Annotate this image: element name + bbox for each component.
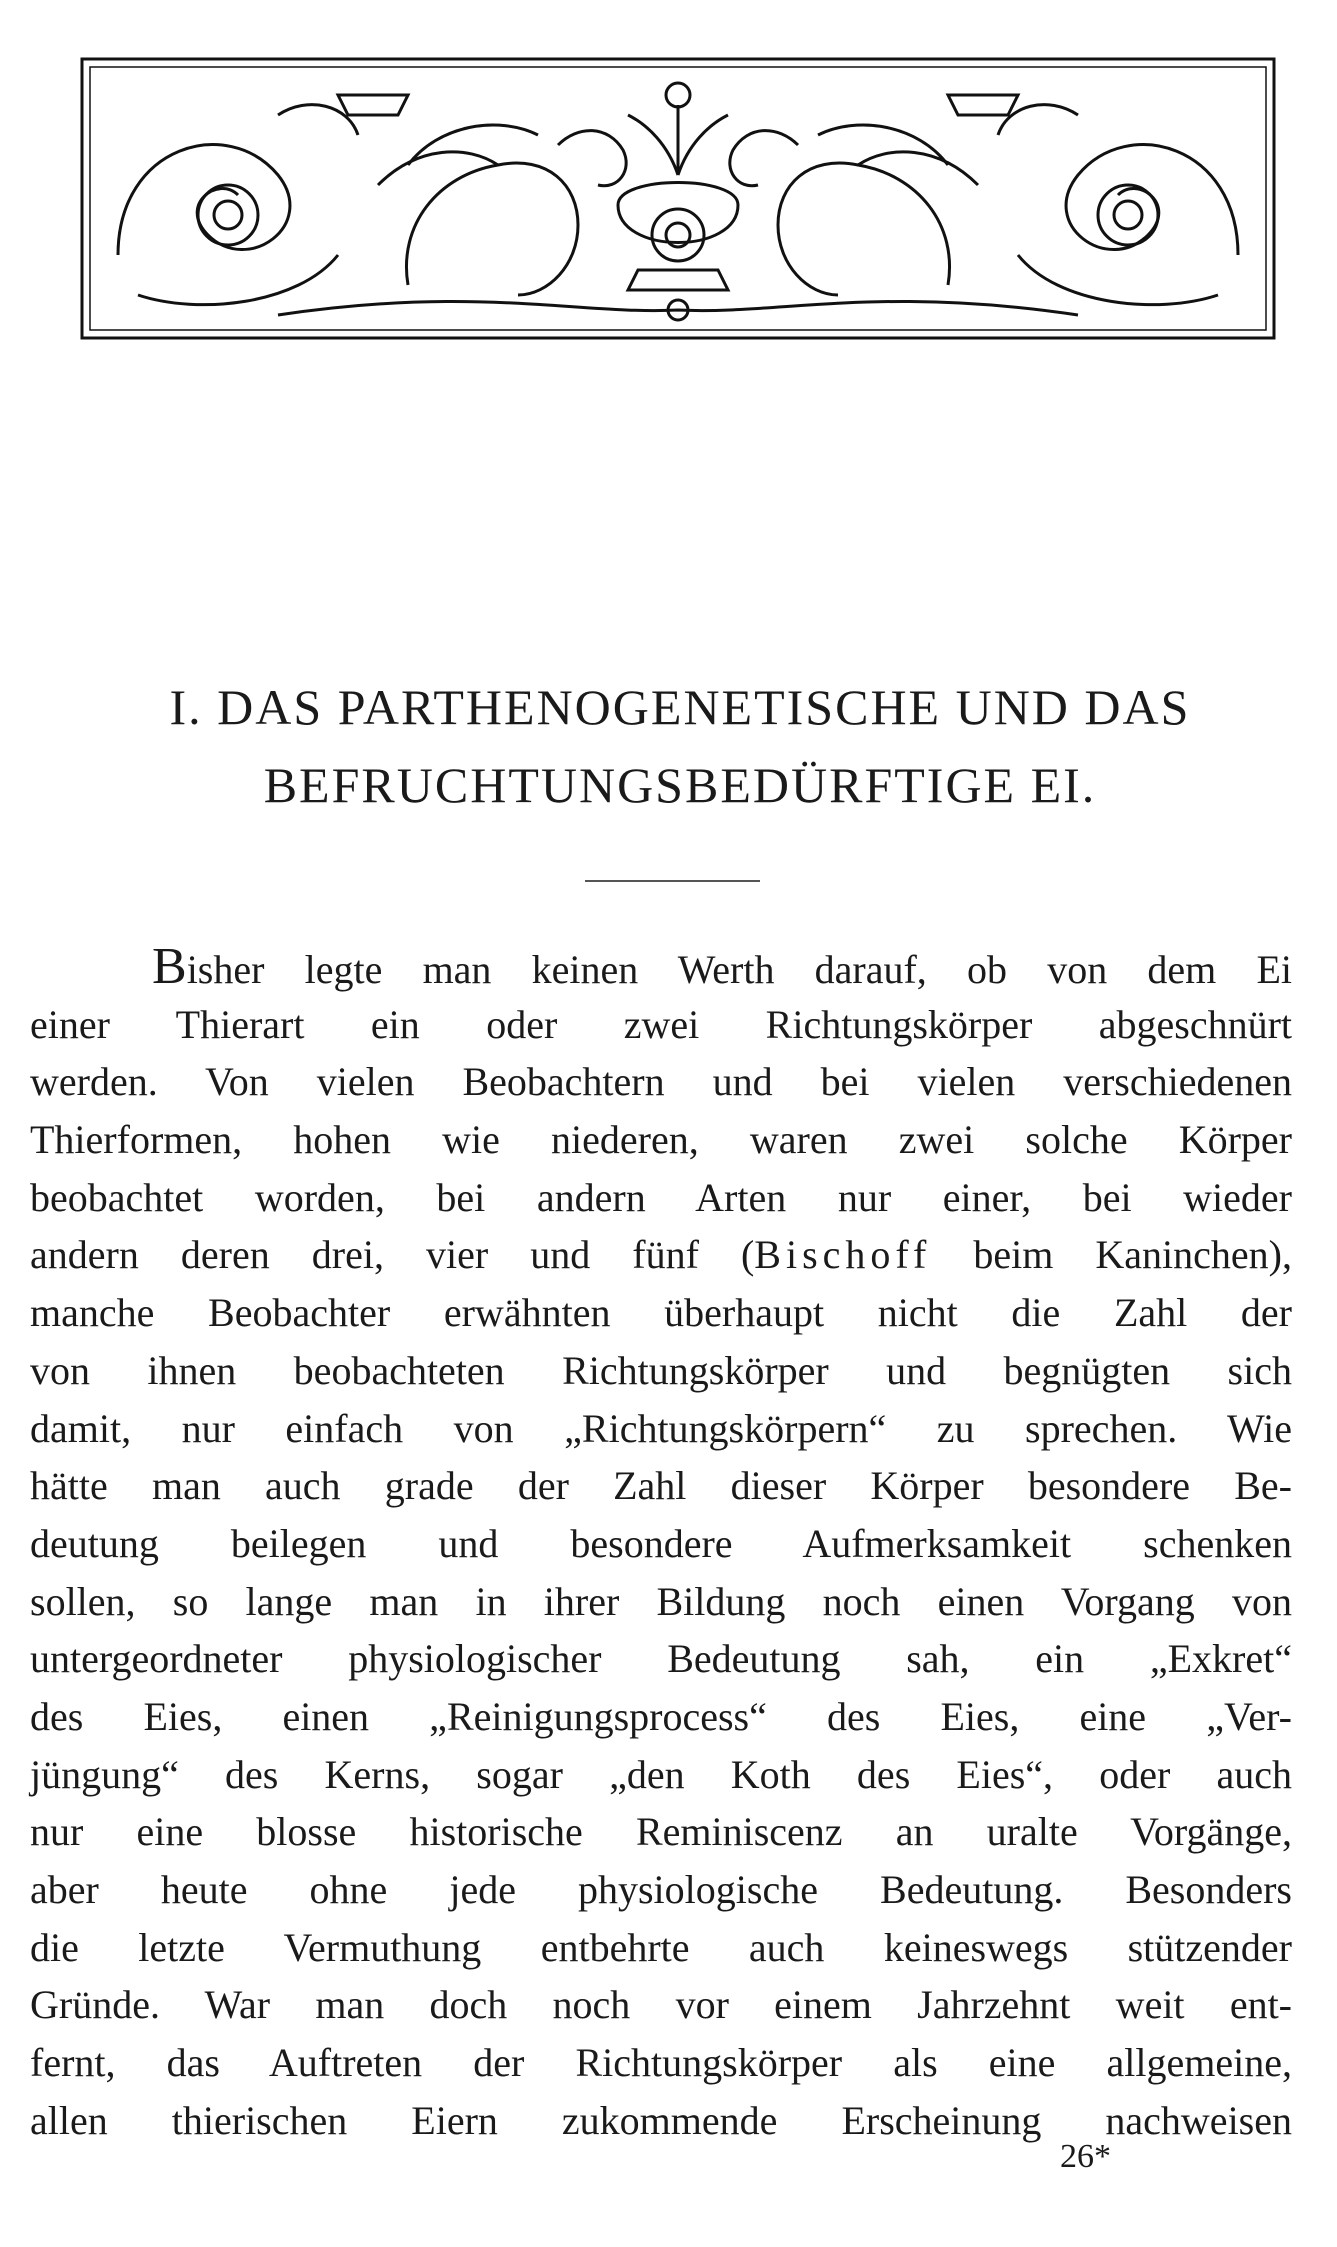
text-line: nur eine blosse historische Reminiscenz an uralte Vorgänge,	[30, 1809, 1292, 1855]
text-line-content: beim Kaninchen),	[931, 1232, 1292, 1278]
text-line: beobachtet worden, bei andern Arten nur einer, bei wieder	[30, 1174, 1292, 1220]
text-line: manche Beobachter erwähnten überhaupt nicht die Zahl der	[30, 1290, 1292, 1336]
text-line: die letzte Vermuthung entbehrte auch keineswegs stützender	[30, 1924, 1292, 1970]
text-line: sollen, so lange man in ihrer Bildung noch einen Vorgang von	[30, 1578, 1292, 1624]
text-line: Thierformen, hohen wie niederen, waren zwei solche Körper	[30, 1117, 1292, 1163]
body-text	[30, 938, 1292, 2149]
text-line	[30, 1226, 1292, 1284]
text-line	[30, 938, 1292, 996]
chapter-title-line-2: BEFRUCHTUNGSBEDÜRFTIGE EI.	[263, 757, 1097, 813]
text-line: werden. Von vielen Beobachtern und bei vielen verschiedenen	[30, 1059, 1292, 1105]
page-number: 26*	[1060, 2138, 1111, 2175]
text-line: des Eies, einen „Reinigungsprocess“ des Eies, eine „Ver-	[30, 1693, 1292, 1739]
text-line-content: andern deren drei, vier und fünf (	[30, 1232, 755, 1278]
text-line: von ihnen beobachteten Richtungskörper und begnügten sich	[30, 1347, 1292, 1393]
text-line-content: isher legte man keinen Werth darauf, ob von dem Ei	[186, 947, 1292, 992]
decorative-header-ornament	[78, 55, 1278, 342]
text-line: fernt, das Auftreten der Richtungskörper als eine allgemeine,	[30, 2040, 1292, 2086]
text-line: deutung beilegen und besondere Aufmerksamkeit schenken	[30, 1520, 1292, 1566]
text-line: einer Thierart ein oder zwei Richtungskörper abgeschnürt	[30, 1001, 1292, 1047]
text-line: hätte man auch grade der Zahl dieser Körper besondere Be-	[30, 1463, 1292, 1509]
text-line: allen thierischen Eiern zukommende Erscheinung nachweisen	[30, 2097, 1292, 2143]
chapter-title-line-1: I. DAS PARTHENOGENETISCHE UND DAS	[169, 679, 1191, 735]
cited-author: Bischoff	[754, 1232, 932, 1278]
text-line: untergeordneter physiologischer Bedeutung sah, ein „Exkret“	[30, 1636, 1292, 1682]
drop-cap: B	[152, 938, 187, 995]
text-line: Gründe. War man doch noch vor einem Jahrzehnt weit ent-	[30, 1982, 1292, 2028]
text-line: aber heute ohne jede physiologische Bedeutung. Besonders	[30, 1867, 1292, 1912]
text-line: damit, nur einfach von „Richtungskörpern“ zu sprechen. Wie	[30, 1405, 1292, 1451]
title-divider	[585, 880, 760, 882]
text-line: jüngung“ des Kerns, sogar „den Koth des Eies“, oder auch	[30, 1751, 1292, 1797]
